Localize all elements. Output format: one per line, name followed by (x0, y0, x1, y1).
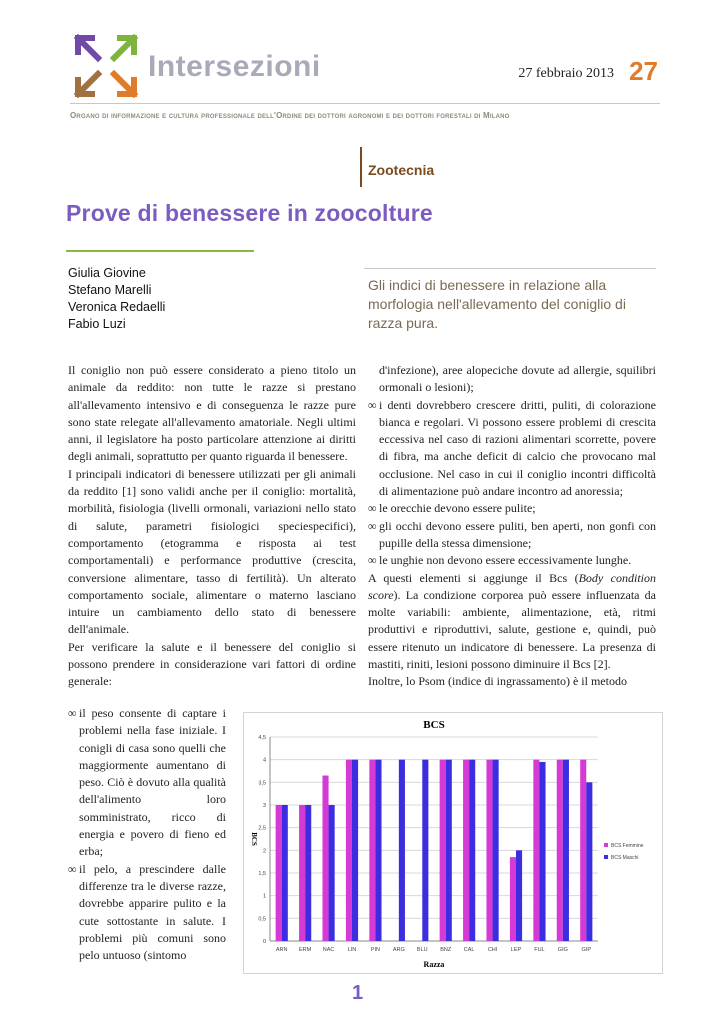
list-item: ∞ il peso consente di captare i problemi nella fase iniziale. I conigli di casa sono quelli che maggiormente aumentano di peso. Ciò è dovuto alla qualità dell'alimento loro somministrato, ricco di energia e povero di fieno ed erba; (68, 706, 226, 859)
y-tick-label: 2,5 (258, 825, 266, 832)
legend-swatch (604, 843, 608, 847)
bar-femmine (322, 776, 328, 941)
bar-femmine (510, 857, 516, 941)
x-axis-label: Razza (423, 960, 445, 969)
bar-femmine (440, 760, 446, 941)
right-column (368, 362, 656, 691)
section-label: Zootecnia (368, 162, 435, 178)
infinity-bullet-icon: ∞ (368, 501, 377, 516)
bar-femmine (557, 760, 563, 941)
chart-canvas (244, 713, 664, 975)
left-bullet-list (68, 705, 226, 964)
author: Veronica Redaelli (68, 300, 166, 314)
x-tick-label: LIN (347, 947, 357, 953)
bar-femmine (533, 760, 539, 941)
x-tick-label: PIN (370, 947, 381, 953)
bar-femmine (346, 760, 352, 941)
list-item: ∞ le orecchie devono essere pulite; (368, 500, 656, 517)
author-list (68, 265, 165, 333)
bar-femmine (580, 760, 586, 941)
body-paragraph: A questi elementi si aggiunge il Bcs (Body condition score). La condizione corporea può essere influenzata da molte variabili: ambiente, alimentazione, età, ritmi produttivi e riproduttivi, salute, gestione e, quindi, può essere ritenuto un indicatore di benessere. La presenza di mastiti, riniti, lesioni possono diminuire il Bcs [2]. (368, 570, 656, 672)
y-tick-label: 0,5 (258, 916, 266, 923)
bar-femmine (276, 805, 282, 941)
title-underline (66, 250, 254, 252)
bar-maschi (469, 760, 475, 941)
bcs-bar-chart (243, 712, 663, 974)
y-tick-label: 0 (262, 939, 266, 945)
masthead-title: Intersezioni (148, 50, 321, 83)
intersezioni-logo (70, 30, 142, 102)
x-tick-label: CAL (463, 947, 475, 953)
legend-swatch (604, 855, 608, 859)
abstract-divider (364, 268, 656, 269)
x-tick-label: LEP (510, 947, 522, 953)
bar-maschi (375, 760, 381, 941)
publication-subtitle: Organo di informazione e cultura professionale dell'Ordine dei dottori agronomi e dei dottori forestali di Milano (70, 111, 510, 120)
legend-label: BCS Femmine (611, 843, 644, 849)
y-tick-label: 1,5 (258, 871, 266, 877)
bar-maschi (352, 760, 358, 941)
chart-title: BCS (423, 719, 445, 731)
body-paragraph: Il coniglio non può essere considerato a pieno titolo un animale da reddito: non tutte le razze si prestano all'allevamento intensivo e di conseguenza le razze pure sono state relegate all'allevamento amatoriale. Negli ultimi anni, il legislatore ha posto particolare attenzione ai diritti degli animali, soprattutto per quanto riguarda il benessere. (68, 363, 356, 464)
y-tick-label: 1 (262, 893, 266, 900)
legend-label: BCS Maschi (611, 855, 639, 861)
bar-femmine (369, 760, 375, 941)
y-tick-label: 4,5 (258, 735, 266, 741)
bar-maschi (446, 760, 452, 941)
list-item: ∞ i denti dovrebbero crescere dritti, puliti, di colorazione bianca e regolari. Vi possono essere problemi di crescita eccessiva nel caso di razioni alimentari scorrette, povere di fibra, ma anche deficit di calcio che provocano mal occlusione. Nel caso in cui il coniglio incontri difficoltà di alimentazione può andare incontro ad anoressia; (368, 397, 656, 499)
bar-maschi (329, 805, 335, 941)
x-tick-label: NAC (322, 947, 335, 953)
infinity-bullet-icon: ∞ (68, 706, 77, 720)
list-item: ∞ gli occhi devono essere puliti, ben aperti, non gonfi con pupille della stessa dimensione; (368, 518, 656, 550)
bar-maschi (539, 762, 545, 941)
x-tick-label: GIG (557, 947, 568, 953)
infinity-bullet-icon: ∞ (68, 861, 77, 876)
list-item: ∞ il pelo, a prescindere dalle differenze tra le diverse razze, dovrebbe apparire pulito e la cute sottostante in salute. I problemi più comuni sono pelo untuoso (sintomo (68, 861, 226, 963)
bar-maschi (282, 805, 288, 941)
x-tick-label: GIP (581, 947, 592, 953)
bar-maschi (493, 760, 499, 941)
bar-maschi (422, 760, 428, 941)
issue-date: 27 febbraio 2013 (518, 66, 614, 81)
bar-maschi (563, 760, 569, 941)
y-tick-label: 3,5 (258, 780, 266, 787)
issue-number: 27 (629, 56, 658, 86)
author: Giulia Giovine (68, 266, 146, 280)
section-marker (360, 147, 362, 187)
y-tick-label: 4 (262, 757, 266, 764)
infinity-bullet-icon: ∞ (368, 518, 377, 533)
body-paragraph: I principali indicatori di benessere utilizzati per gli animali da reddito [1] sono validi anche per il coniglio: mortalità, morbilità, fisiologia (livelli ormonali, variazioni nello stato di salute, parametri fisiologici speciespecifici), comportamento (etogramma e risposta ai test comportamentali) e performance produttive (crescita, conversione alimentare, tasso di fertilità). Un alterato comportamento sociale, alimentare o materno lasciano intuire un cambiamento dello stato di benessere dell'animale. (68, 466, 356, 637)
article-title: Prove di benessere in zoocolture (66, 200, 433, 226)
bar-femmine (486, 760, 492, 941)
x-tick-label: ERM (299, 947, 312, 953)
x-tick-label: ARN (275, 947, 288, 953)
bar-maschi (305, 805, 311, 941)
x-tick-label: BLU (416, 947, 428, 953)
bar-maschi (516, 850, 522, 941)
bar-femmine (299, 805, 305, 941)
x-tick-label: ARG (392, 947, 405, 953)
x-tick-label: CHI (487, 947, 498, 953)
author: Fabio Luzi (68, 317, 126, 331)
header-divider (70, 103, 660, 104)
page-number: 1 (352, 982, 364, 1004)
body-paragraph: Inoltre, lo Psom (indice di ingrassamento) è il metodo (368, 674, 627, 689)
body-paragraph: d'infezione), aree alopeciche dovute ad allergie, squilibri ormonali o lesioni); (379, 363, 656, 395)
list-item: ∞ le unghie non devono essere eccessivamente lunghe. (368, 552, 656, 569)
bar-maschi (399, 760, 405, 941)
infinity-bullet-icon: ∞ (368, 397, 377, 412)
infinity-bullet-icon: ∞ (368, 553, 377, 568)
y-tick-label: 2 (262, 848, 266, 855)
x-tick-label: FUL (534, 947, 545, 953)
y-axis-label: BCS (250, 832, 258, 846)
x-tick-label: BNZ (440, 947, 452, 953)
article-abstract: Gli indici di benessere in relazione alla morfologia nell'allevamento del coniglio di razza pura. (368, 277, 626, 331)
body-paragraph: Per verificare la salute e il benessere del coniglio si possono prendere in considerazione vari fattori di ordine generale: (68, 639, 356, 689)
bar-maschi (586, 782, 592, 941)
y-tick-label: 3 (262, 803, 266, 809)
bar-femmine (463, 760, 469, 941)
left-column (68, 362, 356, 691)
author: Stefano Marelli (68, 283, 152, 297)
